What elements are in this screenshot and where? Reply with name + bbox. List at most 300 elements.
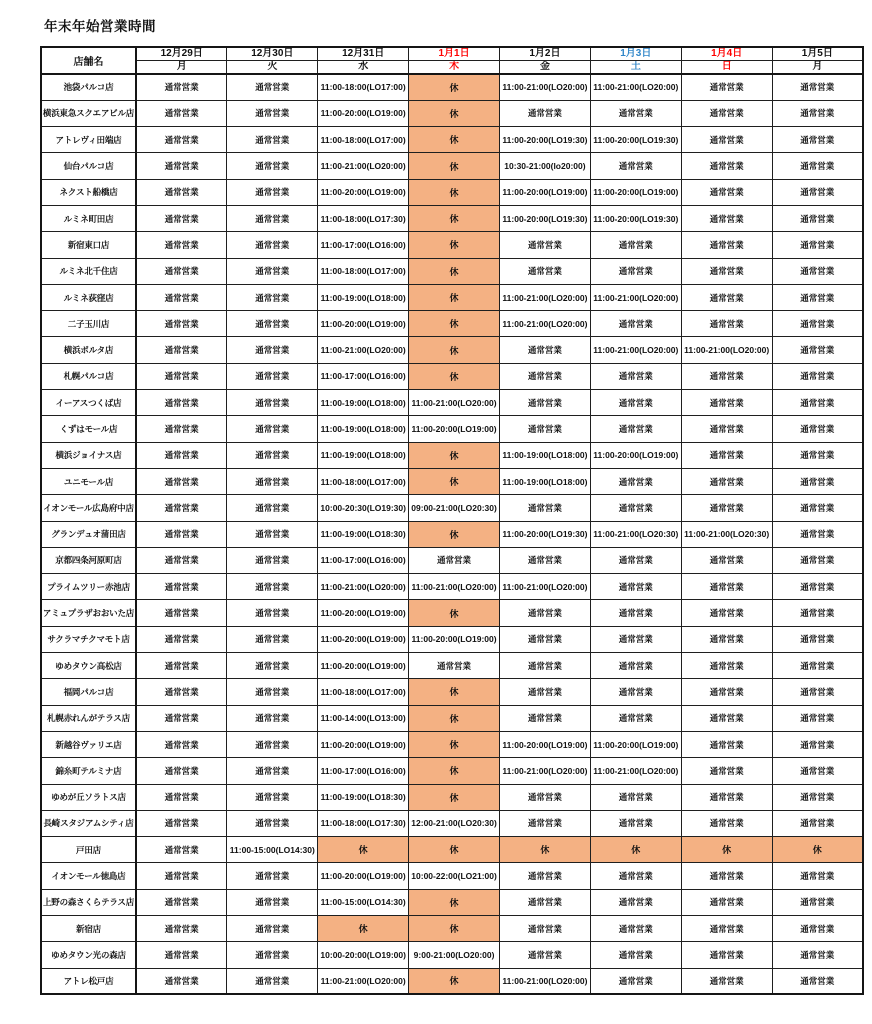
hours-cell: 通常営業	[772, 495, 863, 521]
table-row	[41, 100, 863, 126]
table-row	[41, 495, 863, 521]
hours-cell: 通常営業	[681, 442, 772, 468]
hours-cell: 通常営業	[136, 600, 227, 626]
hours-cell: 通常営業	[681, 758, 772, 784]
hours-cell: 10:00-20:00(LO19:00)	[318, 942, 409, 968]
hours-cell: 通常営業	[500, 784, 591, 810]
table-row	[41, 337, 863, 363]
hours-cell: 11:00-20:00(LO19:00)	[318, 731, 409, 757]
closed-cell: 休	[409, 468, 500, 494]
hours-cell: 11:00-21:00(LO20:30)	[681, 521, 772, 547]
col-header-date: 1月1日	[409, 47, 500, 61]
hours-cell: 11:00-17:00(LO16:00)	[318, 363, 409, 389]
hours-cell: 11:00-20:00(LO19:00)	[590, 442, 681, 468]
hours-cell: 11:00-21:00(LO20:00)	[500, 968, 591, 994]
table-row	[41, 127, 863, 153]
hours-cell: 通常営業	[590, 810, 681, 836]
hours-cell: 通常営業	[227, 495, 318, 521]
hours-cell: 11:00-21:00(LO20:00)	[590, 758, 681, 784]
closed-cell: 休	[409, 889, 500, 915]
hours-cell: 11:00-20:00(LO19:00)	[318, 626, 409, 652]
closed-cell: 休	[409, 74, 500, 100]
hours-cell: 通常営業	[227, 653, 318, 679]
store-name-cell: プライムツリー赤池店	[41, 574, 136, 600]
hours-cell: 通常営業	[772, 626, 863, 652]
hours-cell: 通常営業	[590, 942, 681, 968]
store-name-cell: ネクスト船橋店	[41, 179, 136, 205]
store-name-cell: 京都四条河原町店	[41, 547, 136, 573]
hours-cell: 11:00-19:00(LO18:00)	[500, 442, 591, 468]
table-row	[41, 758, 863, 784]
hours-cell: 通常営業	[590, 600, 681, 626]
hours-cell: 11:00-20:00(LO19:00)	[409, 416, 500, 442]
hours-cell: 11:00-21:00(LO20:00)	[318, 337, 409, 363]
hours-cell: 通常営業	[227, 179, 318, 205]
hours-cell: 通常営業	[500, 653, 591, 679]
hours-cell: 12:00-21:00(LO20:30)	[409, 810, 500, 836]
hours-cell: 通常営業	[590, 626, 681, 652]
hours-cell: 通常営業	[409, 653, 500, 679]
hours-cell: 通常営業	[590, 100, 681, 126]
closed-cell: 休	[409, 153, 500, 179]
hours-cell: 09:00-21:00(LO20:30)	[409, 495, 500, 521]
table-row	[41, 574, 863, 600]
table-row	[41, 179, 863, 205]
hours-cell: 通常営業	[227, 74, 318, 100]
hours-cell: 通常営業	[227, 784, 318, 810]
hours-cell: 通常営業	[136, 337, 227, 363]
hours-cell: 通常営業	[772, 337, 863, 363]
hours-cell: 11:00-21:00(LO20:00)	[318, 968, 409, 994]
hours-cell: 11:00-18:00(LO17:00)	[318, 74, 409, 100]
hours-cell: 通常営業	[590, 916, 681, 942]
table-row	[41, 889, 863, 915]
table-row	[41, 284, 863, 310]
table-row	[41, 390, 863, 416]
hours-cell: 通常営業	[772, 784, 863, 810]
hours-cell: 11:00-20:00(LO19:00)	[590, 179, 681, 205]
hours-cell: 通常営業	[772, 363, 863, 389]
hours-cell: 通常営業	[136, 863, 227, 889]
hours-cell: 通常営業	[500, 679, 591, 705]
hours-cell: 通常営業	[227, 600, 318, 626]
hours-cell: 通常営業	[681, 390, 772, 416]
hours-cell: 通常営業	[227, 284, 318, 310]
hours-cell: 11:00-19:00(LO18:00)	[318, 390, 409, 416]
hours-cell: 通常営業	[772, 416, 863, 442]
hours-cell: 11:00-21:00(LO20:00)	[590, 74, 681, 100]
store-name-cell: 錦糸町テルミナ店	[41, 758, 136, 784]
closed-cell: 休	[409, 205, 500, 231]
hours-cell: 通常営業	[681, 968, 772, 994]
hours-cell: 通常営業	[681, 547, 772, 573]
hours-cell: 通常営業	[136, 179, 227, 205]
store-name-cell: 新越谷ヴァリエ店	[41, 731, 136, 757]
closed-cell: 休	[409, 127, 500, 153]
closed-cell: 休	[409, 521, 500, 547]
hours-cell: 11:00-17:00(LO16:00)	[318, 758, 409, 784]
table-row	[41, 942, 863, 968]
business-hours-table	[40, 46, 864, 995]
hours-cell: 通常営業	[500, 390, 591, 416]
hours-cell: 通常営業	[772, 968, 863, 994]
table-row	[41, 626, 863, 652]
hours-cell: 11:00-21:00(LO20:00)	[590, 284, 681, 310]
hours-cell: 通常営業	[681, 889, 772, 915]
hours-cell: 通常営業	[681, 153, 772, 179]
table-row	[41, 442, 863, 468]
hours-cell: 通常営業	[681, 363, 772, 389]
store-name-cell: イオンモール徳島店	[41, 863, 136, 889]
hours-cell: 通常営業	[772, 284, 863, 310]
store-name-cell: ゆめタウン高松店	[41, 653, 136, 679]
store-name-cell: くずはモール店	[41, 416, 136, 442]
store-name-cell: 横浜東急スクエアビル店	[41, 100, 136, 126]
hours-cell: 11:00-20:00(LO19:30)	[590, 205, 681, 231]
hours-cell: 通常営業	[772, 74, 863, 100]
hours-cell: 通常営業	[500, 863, 591, 889]
hours-cell: 11:00-21:00(LO20:00)	[500, 758, 591, 784]
hours-cell: 通常営業	[590, 390, 681, 416]
col-header-day: 月	[136, 61, 227, 75]
hours-cell: 11:00-21:00(LO20:00)	[500, 284, 591, 310]
hours-cell: 通常営業	[772, 889, 863, 915]
table-row	[41, 916, 863, 942]
table-row	[41, 837, 863, 863]
closed-cell: 休	[409, 258, 500, 284]
hours-cell: 11:00-20:00(LO19:30)	[500, 205, 591, 231]
header-date-row	[41, 47, 863, 61]
closed-cell: 休	[409, 337, 500, 363]
hours-cell: 11:00-19:00(LO18:30)	[318, 784, 409, 810]
col-header-date: 12月31日	[318, 47, 409, 61]
hours-cell: 通常営業	[681, 311, 772, 337]
hours-cell: 通常営業	[590, 863, 681, 889]
hours-cell: 通常営業	[681, 179, 772, 205]
hours-cell: 通常営業	[590, 311, 681, 337]
hours-cell: 通常営業	[772, 810, 863, 836]
hours-cell: 通常営業	[681, 810, 772, 836]
closed-cell: 休	[318, 837, 409, 863]
hours-cell: 通常営業	[590, 889, 681, 915]
closed-cell: 休	[409, 179, 500, 205]
store-name-header: 店舗名	[41, 47, 136, 74]
hours-cell: 11:00-20:00(LO19:00)	[500, 179, 591, 205]
hours-cell: 通常営業	[227, 390, 318, 416]
hours-cell: 11:00-20:00(LO19:30)	[590, 127, 681, 153]
table-row	[41, 547, 863, 573]
hours-cell: 通常営業	[227, 942, 318, 968]
hours-cell: 通常営業	[136, 547, 227, 573]
hours-cell: 通常営業	[227, 679, 318, 705]
store-name-cell: アトレヴィ田端店	[41, 127, 136, 153]
table-row	[41, 205, 863, 231]
hours-cell: 11:00-18:00(LO17:00)	[318, 258, 409, 284]
hours-cell: 通常営業	[136, 653, 227, 679]
hours-cell: 通常営業	[681, 232, 772, 258]
table-row	[41, 232, 863, 258]
closed-cell: 休	[409, 705, 500, 731]
store-name-cell: イーアスつくば店	[41, 390, 136, 416]
closed-cell: 休	[409, 758, 500, 784]
hours-cell: 通常営業	[590, 653, 681, 679]
col-header-day: 土	[590, 61, 681, 75]
hours-cell: 通常営業	[227, 863, 318, 889]
col-header-day: 木	[409, 61, 500, 75]
hours-cell: 通常営業	[772, 100, 863, 126]
store-name-cell: 池袋パルコ店	[41, 74, 136, 100]
hours-cell: 11:00-17:00(LO16:00)	[318, 232, 409, 258]
store-name-cell: 福岡パルコ店	[41, 679, 136, 705]
hours-cell: 通常営業	[136, 232, 227, 258]
hours-cell: 11:00-19:00(LO18:00)	[318, 284, 409, 310]
hours-cell: 通常営業	[590, 468, 681, 494]
hours-cell: 11:00-21:00(LO20:30)	[590, 521, 681, 547]
hours-cell: 11:00-21:00(LO20:00)	[500, 74, 591, 100]
col-header-date: 12月30日	[227, 47, 318, 61]
hours-cell: 通常営業	[772, 705, 863, 731]
hours-cell: 通常営業	[681, 205, 772, 231]
hours-cell: 11:00-20:00(LO19:00)	[318, 100, 409, 126]
hours-cell: 通常営業	[136, 284, 227, 310]
table-row	[41, 968, 863, 994]
closed-cell: 休	[318, 916, 409, 942]
hours-cell: 通常営業	[227, 153, 318, 179]
hours-cell: 11:00-20:00(LO19:00)	[590, 731, 681, 757]
table-header	[41, 47, 863, 74]
col-header-date: 12月29日	[136, 47, 227, 61]
hours-cell: 通常営業	[500, 232, 591, 258]
hours-cell: 11:00-20:00(LO19:00)	[318, 311, 409, 337]
store-name-cell: 新宿店	[41, 916, 136, 942]
hours-cell: 通常営業	[136, 968, 227, 994]
hours-cell: 通常営業	[681, 495, 772, 521]
closed-cell: 休	[772, 837, 863, 863]
store-name-cell: アトレ松戸店	[41, 968, 136, 994]
hours-cell: 10:30-21:00(lo20:00)	[500, 153, 591, 179]
closed-cell: 休	[409, 679, 500, 705]
table-row	[41, 521, 863, 547]
hours-cell: 通常営業	[227, 521, 318, 547]
store-name-cell: グランデュオ蒲田店	[41, 521, 136, 547]
hours-cell: 通常営業	[772, 942, 863, 968]
closed-cell: 休	[590, 837, 681, 863]
hours-cell: 11:00-18:00(LO17:30)	[318, 810, 409, 836]
hours-cell: 通常営業	[136, 679, 227, 705]
hours-cell: 通常営業	[590, 153, 681, 179]
hours-cell: 11:00-20:00(LO19:30)	[500, 127, 591, 153]
hours-cell: 11:00-20:00(LO19:00)	[409, 626, 500, 652]
table-row	[41, 363, 863, 389]
table-row	[41, 810, 863, 836]
hours-cell: 11:00-15:00(LO14:30)	[227, 837, 318, 863]
hours-cell: 通常営業	[136, 731, 227, 757]
hours-cell: 通常営業	[227, 758, 318, 784]
hours-cell: 通常営業	[590, 416, 681, 442]
hours-cell: 通常営業	[681, 574, 772, 600]
store-name-cell: 仙台パルコ店	[41, 153, 136, 179]
hours-cell: 11:00-14:00(LO13:00)	[318, 705, 409, 731]
store-name-cell: 長崎スタジアムシティ店	[41, 810, 136, 836]
hours-cell: 通常営業	[136, 889, 227, 915]
hours-cell: 通常営業	[590, 495, 681, 521]
page-title: 年末年始営業時間	[44, 19, 156, 34]
hours-cell: 通常営業	[590, 363, 681, 389]
hours-cell: 通常営業	[772, 127, 863, 153]
hours-cell: 通常営業	[500, 495, 591, 521]
col-header-date: 1月3日	[590, 47, 681, 61]
hours-cell: 通常営業	[590, 232, 681, 258]
hours-cell: 通常営業	[136, 363, 227, 389]
hours-cell: 通常営業	[681, 127, 772, 153]
closed-cell: 休	[409, 284, 500, 310]
hours-cell: 通常営業	[136, 74, 227, 100]
hours-cell: 通常営業	[227, 205, 318, 231]
hours-cell: 通常営業	[772, 390, 863, 416]
hours-cell: 通常営業	[772, 679, 863, 705]
hours-cell: 通常営業	[227, 311, 318, 337]
hours-cell: 通常営業	[590, 679, 681, 705]
hours-cell: 通常営業	[590, 574, 681, 600]
table-row	[41, 74, 863, 100]
hours-cell: 通常営業	[136, 205, 227, 231]
hours-cell: 通常営業	[681, 863, 772, 889]
hours-cell: 11:00-20:00(LO19:00)	[318, 600, 409, 626]
hours-cell: 通常営業	[227, 916, 318, 942]
hours-cell: 通常営業	[681, 74, 772, 100]
hours-cell: 通常営業	[136, 521, 227, 547]
hours-cell: 11:00-21:00(LO20:00)	[409, 574, 500, 600]
hours-cell: 11:00-21:00(LO20:00)	[681, 337, 772, 363]
hours-cell: 通常営業	[681, 416, 772, 442]
store-name-cell: ユニモール店	[41, 468, 136, 494]
hours-cell: 通常営業	[136, 495, 227, 521]
hours-cell: 通常営業	[772, 547, 863, 573]
store-name-cell: ゆめタウン光の森店	[41, 942, 136, 968]
table-row	[41, 416, 863, 442]
hours-cell: 通常営業	[681, 942, 772, 968]
hours-cell: 通常営業	[227, 100, 318, 126]
hours-cell: 11:00-20:00(LO19:00)	[500, 731, 591, 757]
hours-cell: 通常営業	[227, 731, 318, 757]
hours-cell: 通常営業	[590, 705, 681, 731]
hours-cell: 通常営業	[772, 205, 863, 231]
hours-cell: 11:00-21:00(LO20:00)	[590, 337, 681, 363]
table-row	[41, 679, 863, 705]
hours-cell: 通常営業	[227, 547, 318, 573]
hours-cell: 通常営業	[772, 758, 863, 784]
hours-cell: 通常営業	[227, 889, 318, 915]
hours-cell: 通常営業	[500, 416, 591, 442]
table-row	[41, 705, 863, 731]
hours-cell: 通常営業	[136, 837, 227, 863]
hours-cell: 通常営業	[227, 968, 318, 994]
hours-cell: 通常営業	[500, 810, 591, 836]
hours-cell: 通常営業	[772, 521, 863, 547]
closed-cell: 休	[409, 363, 500, 389]
col-header-date: 1月5日	[772, 47, 863, 61]
hours-cell: 9:00-21:00(LO20:00)	[409, 942, 500, 968]
hours-cell: 通常営業	[500, 626, 591, 652]
table-row	[41, 731, 863, 757]
closed-cell: 休	[409, 731, 500, 757]
hours-cell: 通常営業	[227, 574, 318, 600]
hours-cell: 通常営業	[227, 810, 318, 836]
hours-cell: 通常営業	[590, 258, 681, 284]
closed-cell: 休	[409, 968, 500, 994]
hours-cell: 通常営業	[227, 442, 318, 468]
closed-cell: 休	[409, 311, 500, 337]
hours-cell: 通常営業	[136, 442, 227, 468]
hours-cell: 11:00-20:00(LO19:00)	[318, 863, 409, 889]
hours-cell: 通常営業	[500, 337, 591, 363]
table-row	[41, 153, 863, 179]
hours-cell: 通常営業	[681, 468, 772, 494]
table-body	[41, 74, 863, 994]
table-row	[41, 863, 863, 889]
hours-cell: 通常営業	[500, 705, 591, 731]
hours-cell: 11:00-19:00(LO18:00)	[318, 416, 409, 442]
store-name-cell: 札幌赤れんがテラス店	[41, 705, 136, 731]
hours-cell: 通常営業	[681, 653, 772, 679]
hours-cell: 11:00-20:00(LO19:30)	[500, 521, 591, 547]
hours-cell: 通常営業	[500, 100, 591, 126]
hours-cell: 通常営業	[227, 127, 318, 153]
hours-cell: 通常営業	[500, 547, 591, 573]
hours-cell: 通常営業	[227, 468, 318, 494]
store-name-cell: 新宿東口店	[41, 232, 136, 258]
hours-cell: 通常営業	[772, 468, 863, 494]
hours-cell: 通常営業	[136, 626, 227, 652]
hours-cell: 通常営業	[500, 600, 591, 626]
closed-cell: 休	[409, 916, 500, 942]
col-header-day: 金	[500, 61, 591, 75]
hours-cell: 通常営業	[681, 679, 772, 705]
store-name-cell: イオンモール広島府中店	[41, 495, 136, 521]
closed-cell: 休	[681, 837, 772, 863]
hours-cell: 通常営業	[227, 258, 318, 284]
col-header-date: 1月4日	[681, 47, 772, 61]
hours-cell: 通常営業	[772, 600, 863, 626]
store-name-cell: 戸田店	[41, 837, 136, 863]
table-row	[41, 784, 863, 810]
hours-cell: 11:00-20:00(LO19:00)	[318, 653, 409, 679]
hours-cell: 通常営業	[136, 468, 227, 494]
hours-cell: 通常営業	[227, 705, 318, 731]
store-name-cell: 横浜ポルタ店	[41, 337, 136, 363]
hours-cell: 通常営業	[681, 284, 772, 310]
hours-cell: 通常営業	[136, 311, 227, 337]
hours-cell: 通常営業	[227, 232, 318, 258]
hours-cell: 通常営業	[772, 311, 863, 337]
table-row	[41, 258, 863, 284]
hours-cell: 11:00-15:00(LO14:30)	[318, 889, 409, 915]
hours-cell: 通常営業	[227, 337, 318, 363]
hours-cell: 11:00-21:00(LO20:00)	[500, 311, 591, 337]
hours-cell: 通常営業	[772, 179, 863, 205]
hours-cell: 11:00-18:00(LO17:00)	[318, 679, 409, 705]
hours-cell: 通常営業	[500, 942, 591, 968]
closed-cell: 休	[409, 837, 500, 863]
hours-cell: 通常営業	[227, 626, 318, 652]
hours-cell: 11:00-18:00(LO17:00)	[318, 468, 409, 494]
hours-cell: 通常営業	[136, 258, 227, 284]
store-name-cell: アミュプラザおおいた店	[41, 600, 136, 626]
closed-cell: 休	[500, 837, 591, 863]
hours-cell: 通常営業	[500, 916, 591, 942]
store-name-cell: 二子玉川店	[41, 311, 136, 337]
hours-cell: 11:00-20:00(LO19:00)	[318, 179, 409, 205]
